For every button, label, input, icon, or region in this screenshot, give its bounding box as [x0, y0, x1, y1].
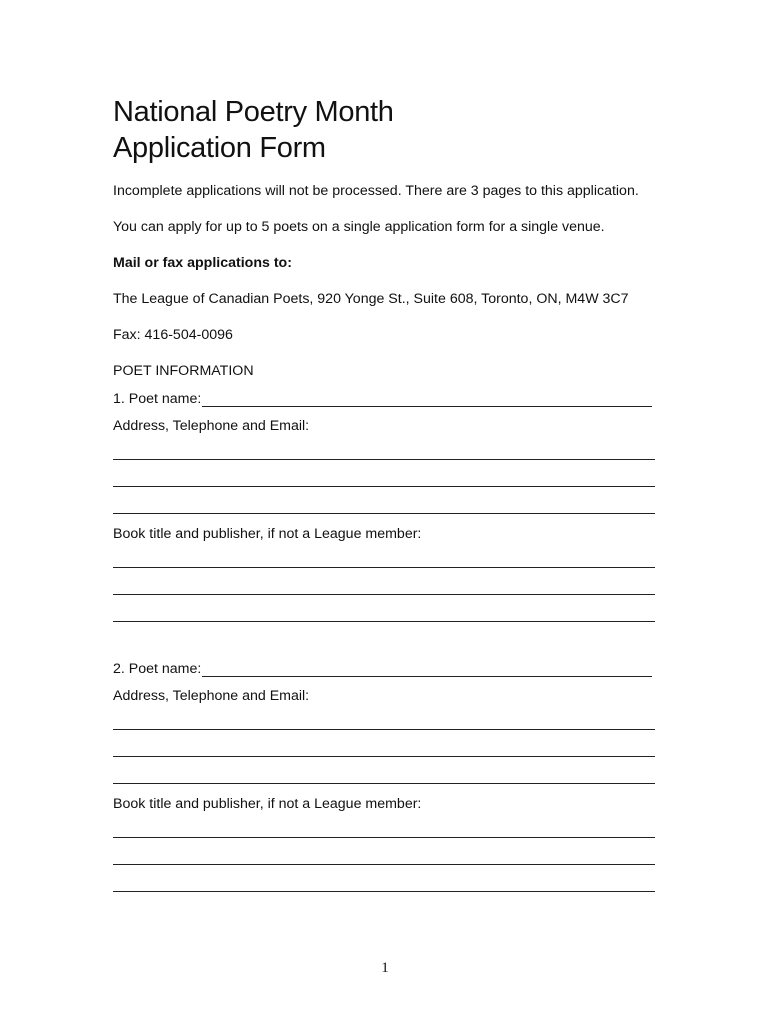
poet-information-heading: POET INFORMATION — [113, 363, 254, 379]
poet-1-book-line-2[interactable] — [113, 594, 655, 595]
poet-1-name-field[interactable] — [202, 406, 652, 407]
page-number: 1 — [381, 960, 389, 976]
poet-1-contact-label: Address, Telephone and Email: — [113, 418, 310, 434]
poet-1-book-line-1[interactable] — [113, 567, 655, 568]
poet-2-name-field[interactable] — [202, 676, 652, 677]
apply-limit-text: You can apply for up to 5 poets on a single application form for a single venue. — [113, 219, 605, 235]
page-title-line2: Application Form — [113, 132, 326, 164]
fax-number: Fax: 416-504-0096 — [113, 327, 233, 343]
poet-1-book-line-3[interactable] — [113, 621, 655, 622]
poet-2-name-label: 2. Poet name: — [113, 661, 202, 677]
poet-1-contact-line-1[interactable] — [113, 459, 655, 460]
mail-heading: Mail or fax applications to: — [113, 255, 292, 271]
incomplete-notice: Incomplete applications will not be processed. There are 3 pages to this application. — [113, 183, 639, 199]
poet-2-contact-line-3[interactable] — [113, 783, 655, 784]
poet-2-book-label: Book title and publisher, if not a League member: — [113, 796, 422, 812]
poet-2-contact-line-2[interactable] — [113, 756, 655, 757]
poet-2-contact-line-1[interactable] — [113, 729, 655, 730]
poet-2-book-line-2[interactable] — [113, 864, 655, 865]
poet-2-contact-label: Address, Telephone and Email: — [113, 688, 310, 704]
poet-2-book-line-3[interactable] — [113, 891, 655, 892]
poet-1-name-label: 1. Poet name: — [113, 391, 202, 407]
poet-2-book-line-1[interactable] — [113, 837, 655, 838]
poet-1-contact-line-2[interactable] — [113, 486, 655, 487]
poet-1-contact-line-3[interactable] — [113, 513, 655, 514]
page-title-line1: National Poetry Month — [113, 96, 394, 128]
mailing-address: The League of Canadian Poets, 920 Yonge St., Suite 608, Toronto, ON, M4W 3C7 — [113, 291, 629, 307]
poet-1-book-label: Book title and publisher, if not a League member: — [113, 526, 422, 542]
